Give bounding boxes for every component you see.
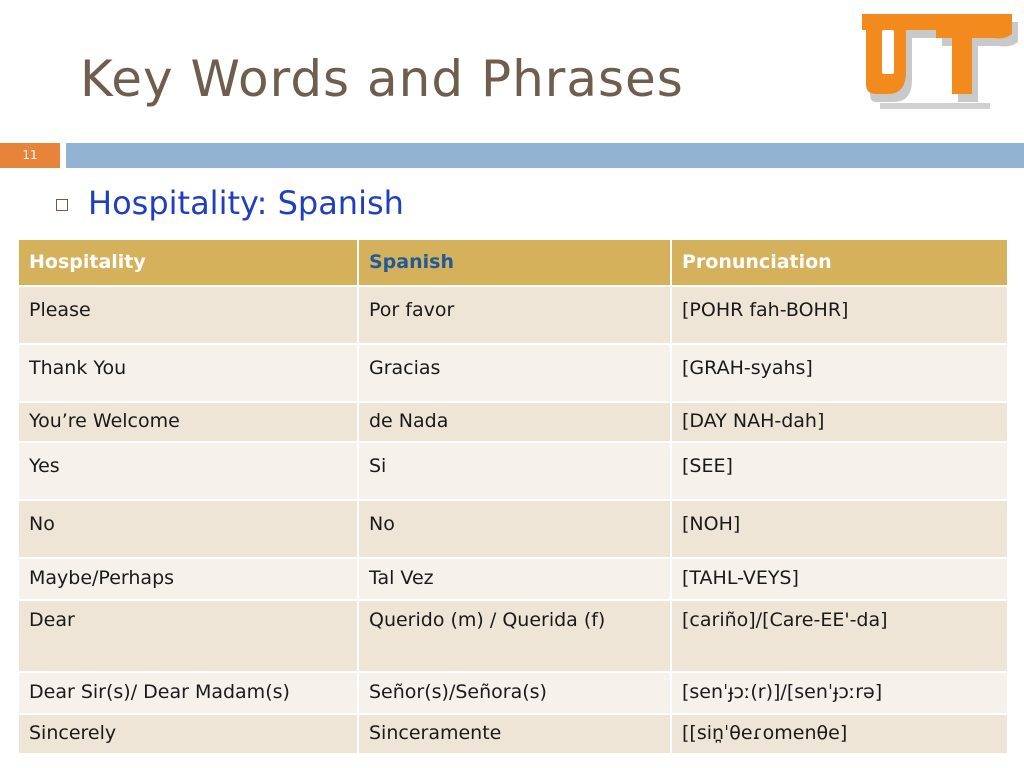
cell-pronunciation: [cariño]/[Care-EE'-da] (671, 600, 1008, 672)
table-row (18, 714, 1008, 754)
header-bar (66, 143, 1024, 168)
cell-spanish: Querido (m) / Querida (f) (358, 600, 671, 672)
header-pronunciation: Pronunciation (671, 239, 1008, 286)
table-row (18, 600, 1008, 672)
cell-spanish: No (358, 500, 671, 558)
cell-spanish: Señor(s)/Señora(s) (358, 672, 671, 714)
slide-number: 11 (0, 143, 60, 168)
cell-pronunciation: [GRAH-syahs] (671, 344, 1008, 402)
cell-pronunciation: [senˈɟɔː(r)]/[senˈɟɔːrə] (671, 672, 1008, 714)
cell-hospitality: Dear (18, 600, 358, 672)
cell-hospitality: Maybe/Perhaps (18, 558, 358, 600)
cell-pronunciation: [TAHL-VEYS] (671, 558, 1008, 600)
cell-hospitality: Yes (18, 442, 358, 500)
cell-hospitality: Dear Sir(s)/ Dear Madam(s) (18, 672, 358, 714)
phrase-table-container (17, 238, 1007, 755)
header-hospitality: Hospitality (18, 239, 358, 286)
header-spanish: Spanish (358, 239, 671, 286)
cell-hospitality: Sincerely (18, 714, 358, 754)
square-bullet-icon (56, 199, 68, 211)
table-row (18, 672, 1008, 714)
cell-pronunciation: [NOH] (671, 500, 1008, 558)
table-row (18, 558, 1008, 600)
phrase-table (17, 238, 1009, 755)
cell-hospitality: Please (18, 286, 358, 344)
cell-spanish: Gracias (358, 344, 671, 402)
table-row (18, 500, 1008, 558)
table-header-row (18, 239, 1008, 286)
cell-spanish: Si (358, 442, 671, 500)
cell-pronunciation: [DAY NAH-dah] (671, 402, 1008, 442)
table-row (18, 344, 1008, 402)
cell-pronunciation: [SEE] (671, 442, 1008, 500)
table-row (18, 442, 1008, 500)
cell-pronunciation: [POHR fah-BOHR] (671, 286, 1008, 344)
cell-hospitality: Thank You (18, 344, 358, 402)
slide-title: Key Words and Phrases (80, 50, 684, 108)
cell-spanish: Sinceramente (358, 714, 671, 754)
ut-logo-icon (860, 8, 1020, 112)
table-row (18, 402, 1008, 442)
cell-spanish: Por favor (358, 286, 671, 344)
cell-hospitality: No (18, 500, 358, 558)
cell-pronunciation: [[sin̪ˈθeɾomenθe] (671, 714, 1008, 754)
cell-spanish: de Nada (358, 402, 671, 442)
table-row (18, 286, 1008, 344)
bullet-item (56, 184, 404, 222)
cell-hospitality: You’re Welcome (18, 402, 358, 442)
cell-spanish: Tal Vez (358, 558, 671, 600)
bullet-text: Hospitality: Spanish (88, 184, 404, 222)
